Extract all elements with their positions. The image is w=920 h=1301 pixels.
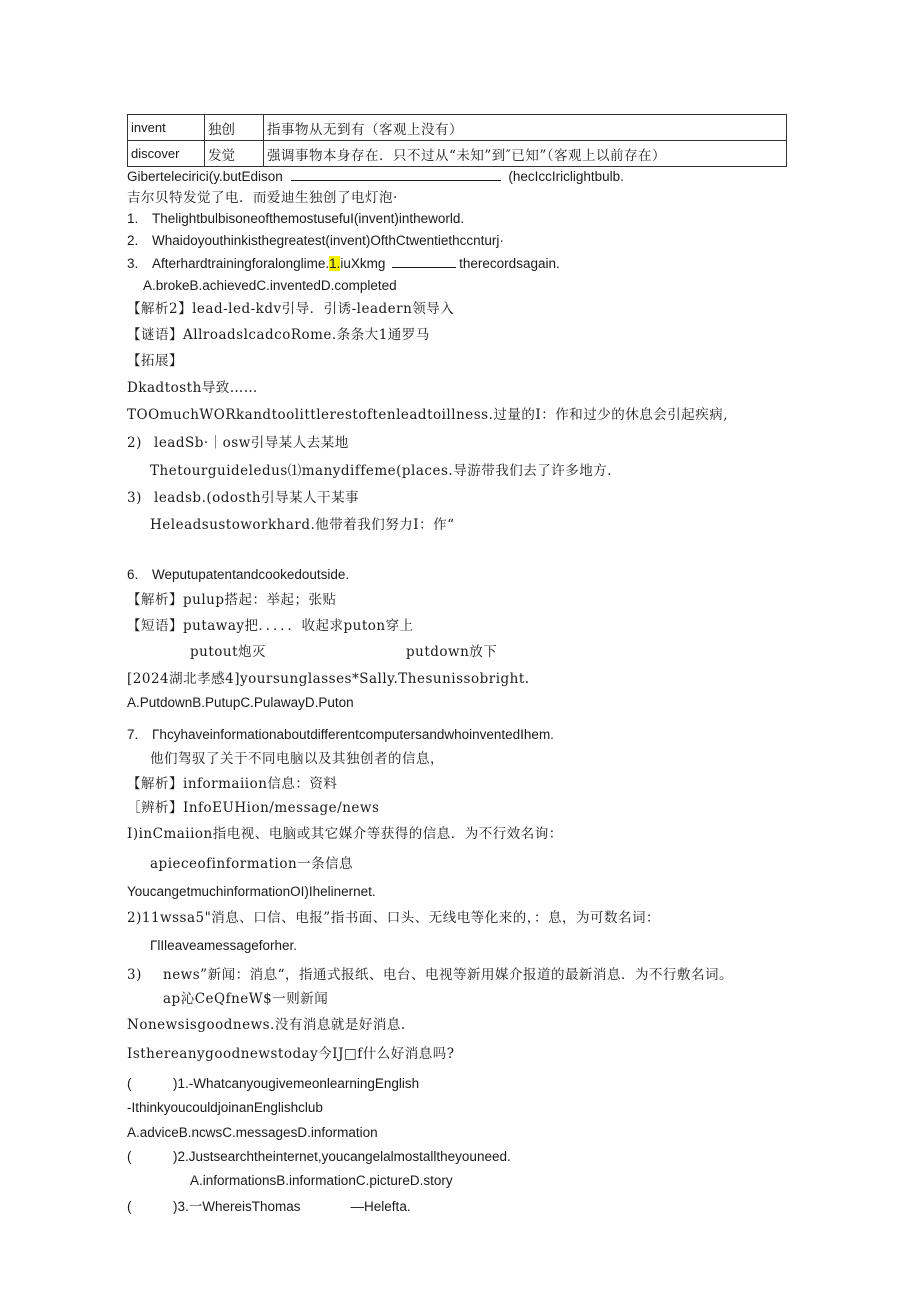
exam-example-2024: [2024湖北孝感4]yoursunglasses*Sally.Thesunissobright.: [127, 671, 530, 687]
distinction-information: I)inCmaiion指电视、电脑或其它媒介等获得的信息．为不行效名询：: [127, 826, 563, 842]
analysis-2: 【解析2】lead-led-kdv引导．引诱-leadern领导入: [127, 301, 455, 317]
question-2: 2. Whaidoyouthinkisthegreatest(invent)OfthCtwentiethccnturj·: [127, 233, 504, 248]
table-cell-chinese: 发觉: [205, 141, 264, 167]
extension-point-3: 3) leadsb.(odosth引导某人干某事: [127, 490, 360, 506]
phrase-putdown: putdown放下: [406, 644, 498, 660]
table-row: [128, 115, 787, 141]
table-cell-word: discover: [128, 141, 205, 167]
analysis-6: 【解析】pulup搭起：举起；张贴: [127, 592, 337, 608]
extension-example-3: Heleadsustoworkhard.他带着我们努力I：作“: [150, 517, 455, 533]
extension-example-1: TOOmuchWORkandtoolittlerestoftenleadtoillness.过量的I：作和过少的休息会引起疾病,: [127, 407, 729, 423]
question-1: 1. ThelightbulbisoneofthemostusefuI(invent)intheworld.: [127, 211, 465, 226]
comparison-table: [127, 114, 787, 167]
message-example: ΓlIleaveamessageforher.: [150, 938, 298, 953]
exercise-1: ( )1.-WhatcanyougivemeonlearningEnglish: [127, 1076, 420, 1091]
table-cell-note: 强调事物本身存在．只不过从“未知”到″已知”（客观上以前存在）: [264, 141, 787, 167]
example-translation: 吉尔贝特发觉了电．而爱迪生独创了电灯泡·: [127, 190, 398, 206]
analysis-7: 【解析】informaiion信息：资料: [127, 776, 338, 792]
example-sentence: Gibertelecirici(y.butEdison (hecIccIriclightbulb.: [127, 169, 624, 184]
distinction-news: 3) news”新闻：消息“，指通式报纸、电台、电视等新用媒介报道的最新消息．为不行敷名词。: [127, 967, 733, 983]
extension-heading: 【拓展】: [127, 353, 183, 369]
news-example-1: ap沁CeQfneW$一则新闻: [163, 991, 329, 1007]
answer-blank: [392, 255, 456, 268]
distinction-heading: ［辨析】InfoEUHion/message/news: [127, 800, 380, 816]
exercise-1-line-2: -IthinkyoucouldjoinanEnglishclub: [127, 1100, 323, 1115]
answer-blank: [291, 168, 501, 181]
question-6: 6. Weputupatentandcookedoutside.: [127, 567, 350, 582]
exercise-3: ( )3.一WhereisThomas —Helefta.: [127, 1199, 411, 1214]
extension-point-2: 2) leadSb·｜osw引导某人去某地: [127, 435, 349, 451]
information-example-1: apieceofinformation一条信息: [150, 856, 354, 872]
table-cell-note: 指事物从无到有（客观上没有）: [264, 115, 787, 141]
highlight-mark: 1.: [329, 256, 341, 271]
phrase-list: 【短语】putaway把．．．．．收起求puton穿上: [127, 618, 414, 634]
table-row: [128, 141, 787, 167]
news-example-2: Nonewsisgoodnews.没有消息就是好消息.: [127, 1017, 406, 1033]
table-cell-word: invent: [128, 115, 205, 141]
question-7-translation: 他们驾驭了关于不同电脑以及其独创者的信息，: [150, 751, 444, 767]
information-example-2: YoucangetmuchinformationOI)Ihelinernet.: [127, 884, 376, 899]
riddle: 【谜语】AllroadslcadcoRome.条条大1通罗马: [127, 327, 430, 343]
extension-point-1: Dkadtosth导致……: [127, 380, 258, 396]
news-example-3: Isthereanygoodnewstoday今IJ□f什么好消息吗?: [127, 1046, 455, 1062]
distinction-message: 2)11wssa5"消息、口信、电报”指书面、口头、无线电等化来的，：息，为可数名词：: [127, 910, 660, 926]
exercise-1-options: A.adviceB.ncwsC.messagesD.information: [127, 1125, 378, 1140]
question-7: 7. ΓhcyhaveinformationaboutdifferentcomputersandwhoinventedIhem.: [127, 727, 554, 742]
table-cell-chinese: 独创: [205, 115, 264, 141]
exam-example-options: A.PutdownB.PutupC.PulawayD.Puton: [127, 695, 354, 710]
exercise-2: ( )2.Justsearchtheinternet,youcangelalmostalltheyouneed.: [127, 1149, 511, 1164]
question-3: 3. Afterhardtrainingforalonglime.1.iuXkmg therecordsagain.: [127, 256, 560, 271]
question-3-options: A.brokeB.achievedC.inventedD.completed: [143, 278, 397, 293]
phrase-putout: putout炮灭: [190, 644, 267, 660]
exercise-2-options: A.informationsB.informationC.pictureD.story: [190, 1173, 453, 1188]
extension-example-2: Thetourguideledus⑴manydiffeme(places.导游带我们去了许多地方.: [150, 463, 612, 479]
